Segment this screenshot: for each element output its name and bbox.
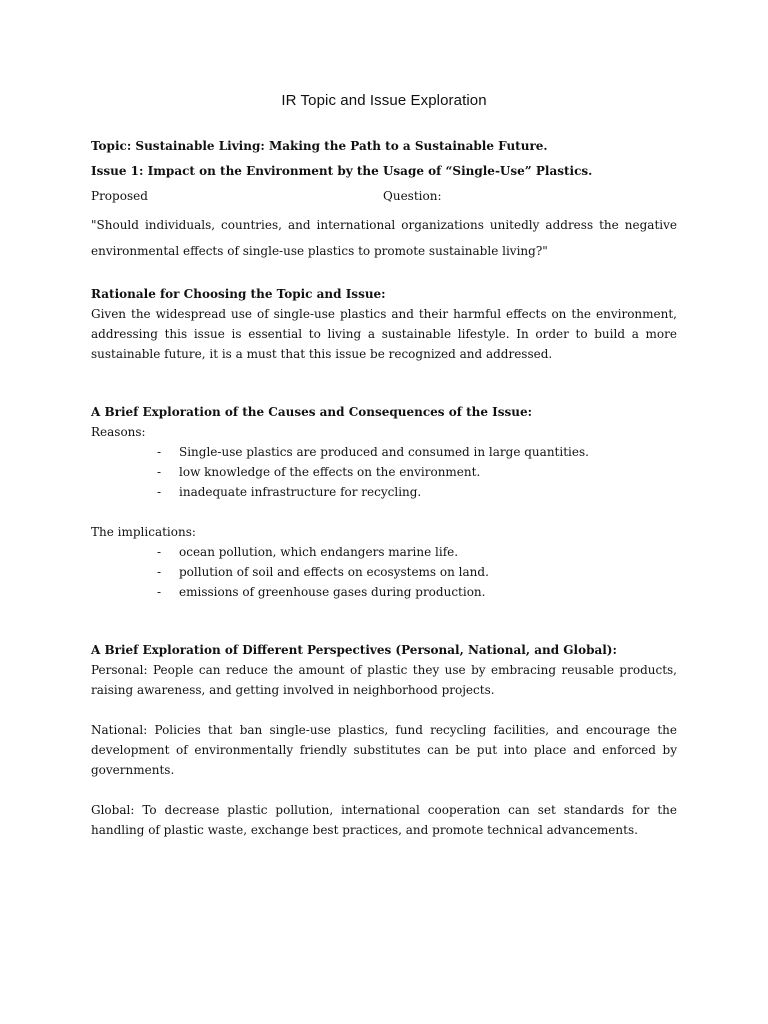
rationale-text: Given the widespread use of single-use plastics and their harmful effects on the environment, addressing this issue is essential to living a sustainable lifestyle. In order to build a more sustainable future, it is a must that this issue be recognized and addressed. <box>91 307 677 361</box>
list-item: - pollution of soil and effects on ecosystems on land. <box>157 562 677 582</box>
document-title: IR Topic and Issue Exploration <box>281 92 487 109</box>
rationale-heading: Rationale for Choosing the Topic and Issue: <box>91 287 386 301</box>
reasons-label: Reasons: <box>91 425 146 439</box>
global-perspective: Global: To decrease plastic pollution, international cooperation can set standards for the handling of plastic waste, exchange best practices, and promote technical advancements. <box>91 803 677 837</box>
question-line-1: "Should individuals, countries, and international organizations unitedly address the negative <box>91 218 677 232</box>
reasons-list <box>91 442 677 502</box>
proposed-question <box>91 212 677 264</box>
proposed-label: Proposed <box>91 189 148 203</box>
causes-heading: A Brief Exploration of the Causes and Consequences of the Issue: <box>91 405 533 419</box>
question-line-2: environmental effects of single-use plastics to promote sustainable living?" <box>91 244 548 258</box>
list-item: - inadequate infrastructure for recycling. <box>157 482 677 502</box>
list-item: - Single-use plastics are produced and consumed in large quantities. <box>157 442 677 462</box>
question-label: Question: <box>383 189 442 203</box>
issue-line: Issue 1: Impact on the Environment by the Usage of “Single-Use” Plastics. <box>91 164 593 178</box>
list-item: - low knowledge of the effects on the environment. <box>157 462 677 482</box>
personal-perspective: Personal: People can reduce the amount of plastic they use by embracing reusable products, raising awareness, and getting involved in neighborhood projects. <box>91 663 677 697</box>
document-body <box>91 136 677 840</box>
list-item: - ocean pollution, which endangers marine life. <box>157 542 677 562</box>
proposed-question-row <box>91 186 677 206</box>
implications-list <box>91 542 677 602</box>
topic-line: Topic: Sustainable Living: Making the Path to a Sustainable Future. <box>91 139 548 153</box>
perspectives-heading: A Brief Exploration of Different Perspectives (Personal, National, and Global): <box>91 643 617 657</box>
list-item: - emissions of greenhouse gases during production. <box>157 582 677 602</box>
national-perspective: National: Policies that ban single-use plastics, fund recycling facilities, and encourage the development of environmentally friendly substitutes can be put into place and enforced by governments. <box>91 723 677 777</box>
implications-label: The implications: <box>91 525 196 539</box>
